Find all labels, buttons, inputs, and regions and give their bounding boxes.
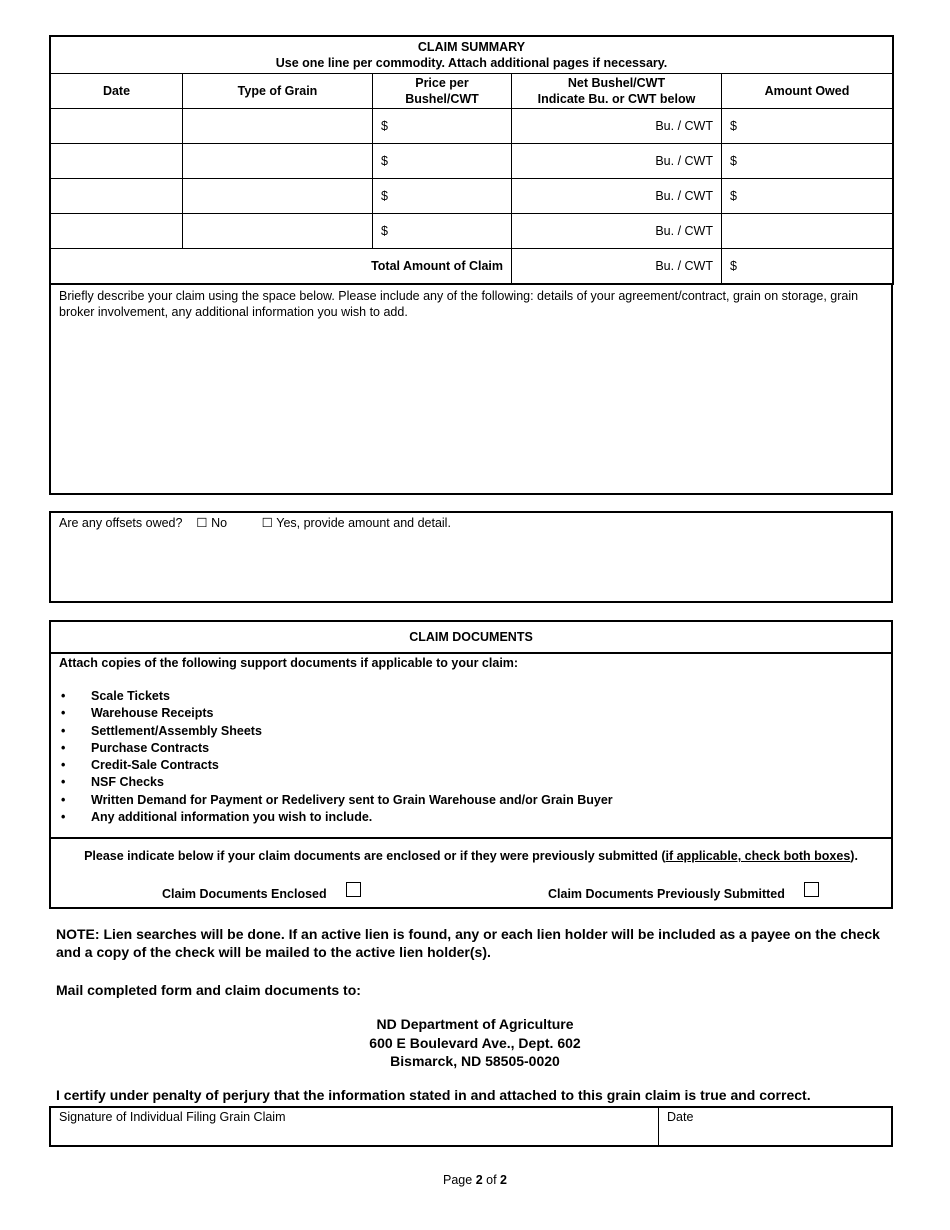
mailing-address: ND Department of Agriculture 600 E Boulevard Ave., Dept. 602 Bismarck, ND 58505-0020 <box>369 1016 581 1069</box>
net-cell[interactable]: Bu. / CWT <box>512 214 722 249</box>
claim-description-field[interactable] <box>49 285 893 495</box>
table-row <box>50 179 893 214</box>
documents-status-section <box>51 837 891 911</box>
header-price: Price per Bushel/CWT <box>373 74 512 109</box>
date-cell[interactable] <box>50 109 183 144</box>
amount-cell[interactable]: $ <box>722 144 894 179</box>
claim-summary-table <box>49 35 894 285</box>
table-row <box>50 109 893 144</box>
net-cell[interactable]: Bu. / CWT <box>512 109 722 144</box>
signature-box <box>49 1106 893 1147</box>
offsets-question: Are any offsets owed? <box>59 516 183 530</box>
list-item: • Credit-Sale Contracts <box>61 758 219 773</box>
total-amount-cell[interactable]: $ <box>722 249 894 285</box>
grain-cell[interactable] <box>183 144 373 179</box>
net-cell[interactable]: Bu. / CWT <box>512 179 722 214</box>
list-item: • Written Demand for Payment or Redelivery sent to Grain Warehouse and/or Grain Buyer <box>61 792 613 807</box>
lien-note: NOTE: Lien searches will be done. If an active lien is found, any or each lien holder will be included as a payee on the check and a copy of the check will be mailed to the active lien holder(s). <box>56 926 880 960</box>
claim-documents-section <box>49 620 893 909</box>
amount-cell[interactable] <box>722 214 894 249</box>
header-date: Date <box>50 74 183 109</box>
page-number: Page 2 of 2 <box>443 1173 507 1187</box>
enclosed-option: Claim Documents Enclosed <box>162 882 361 901</box>
list-item: • Settlement/Assembly Sheets <box>61 723 262 738</box>
claim-summary-title: CLAIM SUMMARY Use one line per commodity. Attach additional pages if necessary. <box>50 36 893 74</box>
price-cell[interactable]: $ <box>373 214 512 249</box>
grain-cell[interactable] <box>183 214 373 249</box>
offsets-no-label: No <box>211 516 228 530</box>
net-cell[interactable]: Bu. / CWT <box>512 144 722 179</box>
offsets-yes-checkbox[interactable]: ☐ <box>261 515 274 530</box>
claim-documents-title: CLAIM DOCUMENTS <box>51 622 891 654</box>
total-label: Total Amount of Claim <box>50 249 512 285</box>
price-cell[interactable]: $ <box>373 109 512 144</box>
documents-status-instructions: Please indicate below if your claim documents are enclosed or if they were previously submitted (if applicable, check both boxes). <box>84 849 858 863</box>
amount-cell[interactable]: $ <box>722 109 894 144</box>
previously-submitted-checkbox[interactable] <box>804 882 819 897</box>
grain-cell[interactable] <box>183 109 373 144</box>
table-row <box>50 144 893 179</box>
signature-field[interactable]: Signature of Individual Filing Grain Claim <box>59 1110 286 1124</box>
list-item: • Purchase Contracts <box>61 740 210 755</box>
price-cell[interactable]: $ <box>373 144 512 179</box>
table-row <box>50 214 893 249</box>
list-item: • Any additional information you wish to include. <box>61 810 373 825</box>
mail-instructions: Mail completed form and claim documents to: <box>56 982 361 998</box>
list-item: • Warehouse Receipts <box>61 706 214 721</box>
previously-submitted-option: Claim Documents Previously Submitted <box>548 882 819 901</box>
offsets-section <box>49 511 893 603</box>
total-net-cell[interactable]: Bu. / CWT <box>512 249 722 285</box>
claim-documents-intro: Attach copies of the following support documents if applicable to your claim: <box>59 656 519 670</box>
documents-list <box>51 688 891 826</box>
offsets-yes-label: Yes, provide amount and detail. <box>276 516 451 530</box>
grain-cell[interactable] <box>183 179 373 214</box>
amount-cell[interactable]: $ <box>722 179 894 214</box>
description-instructions: Briefly describe your claim using the space below. Please include any of the following: details of your agreement/contract, grain on storage, grain broker involvement, any additional information you wish to add. <box>59 289 859 319</box>
date-cell[interactable] <box>50 144 183 179</box>
header-net: Net Bushel/CWT Indicate Bu. or CWT below <box>512 74 722 109</box>
signature-date-field[interactable]: Date <box>658 1108 701 1145</box>
enclosed-checkbox[interactable] <box>346 882 361 897</box>
date-cell[interactable] <box>50 214 183 249</box>
certification-statement: I certify under penalty of perjury that the information stated in and attached to this grain claim is true and correct. <box>56 1087 811 1103</box>
header-grain: Type of Grain <box>183 74 373 109</box>
header-amount: Amount Owed <box>722 74 894 109</box>
total-row <box>50 249 893 285</box>
date-cell[interactable] <box>50 179 183 214</box>
list-item: • NSF Checks <box>61 775 164 790</box>
offsets-no-checkbox[interactable]: ☐ <box>196 515 208 530</box>
price-cell[interactable]: $ <box>373 179 512 214</box>
list-item: • Scale Tickets <box>61 689 170 703</box>
